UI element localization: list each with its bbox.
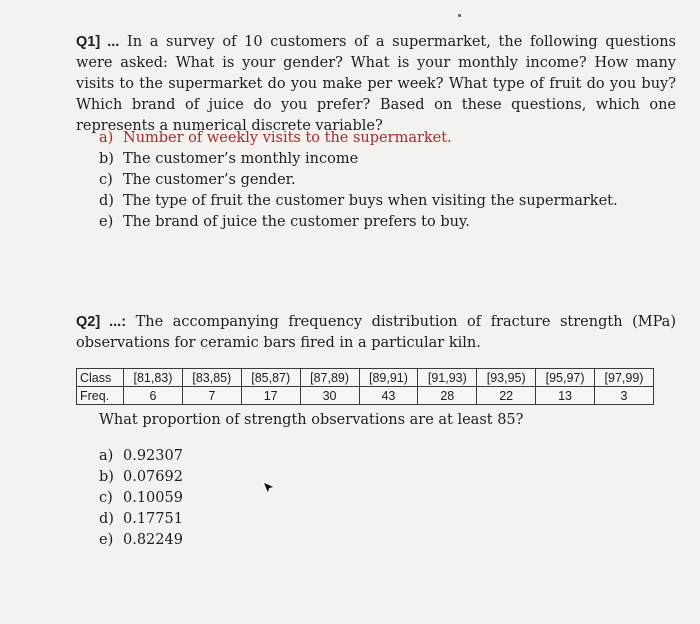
option-letter: a) [99, 130, 114, 146]
option-letter: e) [99, 214, 114, 230]
option-letter: d) [99, 193, 114, 209]
option-e[interactable] [99, 530, 183, 551]
class-cell: [85,87) [241, 369, 300, 387]
option-text: 0.10059 [123, 490, 183, 506]
option-text: The type of fruit the customer buys when visiting the supermarket. [123, 193, 618, 209]
option-letter: c) [99, 490, 113, 506]
class-cell: [95,97) [536, 369, 595, 387]
freq-cell: 43 [359, 387, 418, 405]
question-2 [76, 312, 676, 354]
freq-row [77, 387, 654, 405]
question-2-prompt: What proportion of strength observations are at least 85? [99, 412, 524, 428]
class-cell: [81,83) [124, 369, 183, 387]
option-c[interactable] [99, 170, 618, 191]
option-text: The brand of juice the customer prefers to buy. [123, 214, 470, 230]
option-text: 0.07692 [123, 469, 183, 485]
option-text: Number of weekly visits to the supermarket. [123, 130, 452, 146]
option-letter: d) [99, 511, 114, 527]
question-2-options [99, 446, 183, 551]
question-1 [76, 32, 676, 137]
option-a[interactable] [99, 128, 618, 149]
option-letter: e) [99, 532, 114, 548]
question-1-number: Q1] ... [76, 34, 120, 50]
option-a[interactable] [99, 446, 183, 467]
freq-cell: 13 [536, 387, 595, 405]
freq-cell: 6 [124, 387, 183, 405]
frequency-table [76, 368, 654, 405]
class-cell: [97,99) [595, 369, 654, 387]
class-cell: [83,85) [182, 369, 241, 387]
option-d[interactable] [99, 509, 183, 530]
freq-cell: 7 [182, 387, 241, 405]
option-letter: b) [99, 469, 114, 485]
option-letter: a) [99, 448, 114, 464]
option-e[interactable] [99, 212, 618, 233]
option-letter: b) [99, 151, 114, 167]
class-cell: [87,89) [300, 369, 359, 387]
option-text: 0.92307 [123, 448, 183, 464]
freq-cell: 30 [300, 387, 359, 405]
question-1-options [99, 128, 618, 233]
freq-cell: 28 [418, 387, 477, 405]
freq-cell: 17 [241, 387, 300, 405]
freq-cell: 3 [595, 387, 654, 405]
option-b[interactable] [99, 467, 183, 488]
question-2-text: The accompanying frequency distribution of fracture strength (MPa) observations for ceramic bars fired in a particular kiln. [76, 314, 676, 351]
class-header: Class [77, 369, 124, 387]
question-1-text: In a survey of 10 customers of a supermarket, the following questions were asked: What is your gender? What is your monthly income? How many visits to the supermarket do you make per week? What type of fruit do you buy? Which brand of juice do you prefer? Based on these questions, which one represents a numerical discrete variable? [76, 34, 676, 134]
option-b[interactable] [99, 149, 618, 170]
option-text: 0.17751 [123, 511, 183, 527]
question-2-number: Q2] ...: [76, 314, 127, 330]
class-cell: [89,91) [359, 369, 418, 387]
class-cell: [91,93) [418, 369, 477, 387]
option-c[interactable] [99, 488, 183, 509]
class-row [77, 369, 654, 387]
option-d[interactable] [99, 191, 618, 212]
freq-cell: 22 [477, 387, 536, 405]
mouse-cursor-icon [262, 481, 276, 497]
option-text: The customer’s gender. [123, 172, 296, 188]
freq-header: Freq. [77, 387, 124, 405]
speck [458, 14, 461, 17]
option-letter: c) [99, 172, 113, 188]
class-cell: [93,95) [477, 369, 536, 387]
option-text: The customer’s monthly income [123, 151, 359, 167]
option-text: 0.82249 [123, 532, 183, 548]
